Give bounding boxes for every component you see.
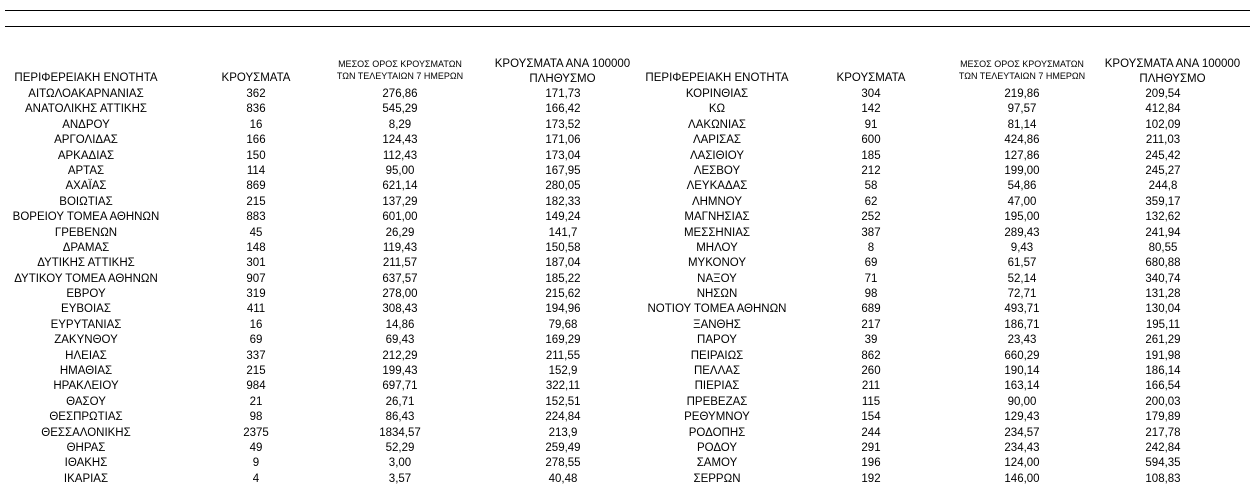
avg-cell: 72,71 bbox=[1007, 288, 1037, 301]
table-row bbox=[630, 441, 1253, 456]
table-row bbox=[0, 333, 640, 348]
region-cell: ΑΙΤΩΛΟΑΚΑΡΝΑΝΙΑΣ bbox=[28, 88, 144, 100]
cases-cell: 907 bbox=[246, 272, 266, 285]
avg-cell: 3,57 bbox=[388, 472, 412, 485]
cases-cell: 362 bbox=[246, 88, 266, 100]
per100k-cell: 152,9 bbox=[548, 365, 578, 378]
cases-cell: 260 bbox=[861, 365, 881, 378]
region-cell: ΗΛΕΙΑΣ bbox=[65, 349, 107, 362]
table-row bbox=[630, 87, 1253, 102]
left-header-cases: ΚΡΟΥΣΜΑΤΑ bbox=[221, 72, 291, 84]
avg-cell: 26,29 bbox=[385, 226, 415, 239]
per100k-cell: 244,8 bbox=[1148, 180, 1178, 193]
per100k-cell: 79,68 bbox=[548, 318, 578, 331]
region-cell: ΣΕΡΡΩΝ bbox=[693, 472, 741, 485]
avg-cell: 137,29 bbox=[382, 195, 418, 208]
per100k-cell: 132,62 bbox=[1145, 211, 1181, 224]
avg-cell: 163,14 bbox=[1004, 380, 1040, 393]
cases-cell: 58 bbox=[864, 180, 878, 193]
avg-cell: 127,86 bbox=[1004, 149, 1040, 162]
region-cell: ΠΕΛΛΑΣ bbox=[693, 365, 741, 378]
region-cell: ΙΚΑΡΙΑΣ bbox=[63, 472, 109, 485]
cases-cell: 16 bbox=[249, 118, 263, 131]
table-row bbox=[0, 441, 640, 456]
left-header-region: ΠΕΡΙΦΕΡΕΙΑΚΗ ΕΝΟΤΗΤΑ bbox=[14, 72, 158, 84]
per100k-cell: 80,55 bbox=[1148, 241, 1178, 254]
left-header-per100k-line1: ΚΡΟΥΣΜΑΤΑ ΑΝΑ 100000 bbox=[494, 58, 631, 70]
region-cell: ΑΝΔΡΟΥ bbox=[62, 118, 110, 131]
per100k-cell: 224,84 bbox=[545, 411, 581, 424]
cases-cell: 21 bbox=[249, 395, 263, 408]
cases-cell: 69 bbox=[249, 334, 263, 347]
cases-cell: 142 bbox=[861, 103, 881, 116]
region-cell: ΜΕΣΣΗΝΙΑΣ bbox=[683, 226, 751, 239]
cases-cell: 45 bbox=[249, 226, 263, 239]
cases-cell: 39 bbox=[864, 334, 878, 347]
per100k-cell: 179,89 bbox=[1145, 411, 1181, 424]
avg-cell: 90,00 bbox=[1007, 395, 1037, 408]
cases-cell: 69 bbox=[864, 257, 878, 270]
per100k-cell: 187,04 bbox=[545, 257, 581, 270]
table-row bbox=[0, 426, 640, 441]
region-cell: ΘΑΣΟΥ bbox=[66, 395, 106, 408]
region-cell: ΙΘΑΚΗΣ bbox=[64, 457, 108, 470]
table-row bbox=[0, 149, 640, 164]
per100k-cell: 40,48 bbox=[548, 472, 578, 485]
avg-cell: 124,43 bbox=[382, 134, 418, 147]
avg-cell: 424,86 bbox=[1004, 134, 1040, 147]
avg-cell: 697,71 bbox=[382, 380, 418, 393]
per100k-cell: 209,54 bbox=[1145, 88, 1181, 100]
table-row bbox=[0, 164, 640, 179]
region-cell: ΛΗΜΝΟΥ bbox=[691, 195, 743, 208]
left-header-avg-line2: ΤΩΝ ΤΕΛΕΥΤΑΙΩΝ 7 ΗΜΕΡΩΝ bbox=[336, 71, 464, 81]
avg-cell: 112,43 bbox=[382, 149, 418, 162]
region-cell: ΛΑΡΙΣΑΣ bbox=[692, 134, 742, 147]
avg-cell: 129,43 bbox=[1004, 411, 1040, 424]
per100k-cell: 680,88 bbox=[1145, 257, 1181, 270]
avg-cell: 621,14 bbox=[382, 180, 418, 193]
per100k-cell: 245,27 bbox=[1145, 164, 1181, 177]
per100k-cell: 108,83 bbox=[1145, 472, 1181, 485]
avg-cell: 61,57 bbox=[1007, 257, 1037, 270]
region-cell: ΛΕΥΚΑΔΑΣ bbox=[686, 180, 748, 193]
per100k-cell: 152,51 bbox=[545, 395, 581, 408]
table-row bbox=[630, 426, 1253, 441]
per100k-cell: 194,96 bbox=[545, 303, 581, 316]
table-row bbox=[0, 287, 640, 302]
avg-cell: 3,00 bbox=[388, 457, 412, 470]
cases-cell: 689 bbox=[861, 303, 881, 316]
top-rule bbox=[5, 10, 1250, 11]
region-cell: ΕΒΡΟΥ bbox=[66, 288, 106, 301]
region-cell: ΕΥΡΥΤΑΝΙΑΣ bbox=[50, 318, 122, 331]
per100k-cell: 171,73 bbox=[545, 88, 581, 100]
right-header-per100k-line2: ΠΛΗΘΥΣΜΟ bbox=[1139, 73, 1206, 85]
table-row bbox=[630, 241, 1253, 256]
cases-cell: 8 bbox=[867, 241, 875, 254]
avg-cell: 52,14 bbox=[1007, 272, 1037, 285]
per100k-cell: 259,49 bbox=[545, 441, 581, 454]
cases-cell: 114 bbox=[246, 164, 266, 177]
left-header-per100k-line2: ΠΛΗΘΥΣΜΟ bbox=[529, 73, 596, 85]
avg-cell: 545,29 bbox=[382, 103, 418, 116]
avg-cell: 195,00 bbox=[1004, 211, 1040, 224]
avg-cell: 234,43 bbox=[1004, 441, 1040, 454]
avg-cell: 276,86 bbox=[382, 88, 418, 100]
avg-cell: 9,43 bbox=[1010, 241, 1034, 254]
table-row bbox=[630, 472, 1253, 487]
per100k-cell: 340,74 bbox=[1145, 272, 1181, 285]
region-cell: ΓΡΕΒΕΝΩΝ bbox=[54, 226, 118, 239]
table-row bbox=[0, 133, 640, 148]
avg-cell: 47,00 bbox=[1007, 195, 1037, 208]
table-row bbox=[0, 195, 640, 210]
cases-cell: 215 bbox=[246, 195, 266, 208]
cases-cell: 196 bbox=[861, 457, 881, 470]
region-cell: ΖΑΚΥΝΘΟΥ bbox=[54, 334, 118, 347]
table-row bbox=[630, 133, 1253, 148]
region-cell: ΕΥΒΟΙΑΣ bbox=[61, 303, 111, 316]
cases-cell: 836 bbox=[246, 103, 266, 116]
avg-cell: 190,14 bbox=[1004, 365, 1040, 378]
cases-cell: 98 bbox=[864, 288, 878, 301]
region-cell: ΒΟΡΕΙΟΥ ΤΟΜΕΑ ΑΘΗΝΩΝ bbox=[12, 211, 160, 224]
per100k-cell: 200,03 bbox=[1145, 395, 1181, 408]
left-table bbox=[0, 87, 640, 487]
avg-cell: 289,43 bbox=[1004, 226, 1040, 239]
per100k-cell: 182,33 bbox=[545, 195, 581, 208]
region-cell: ΑΧΑΪΑΣ bbox=[65, 180, 107, 193]
table-row bbox=[630, 364, 1253, 379]
avg-cell: 199,43 bbox=[382, 365, 418, 378]
avg-cell: 14,86 bbox=[385, 318, 415, 331]
per100k-cell: 322,11 bbox=[545, 380, 581, 393]
avg-cell: 637,57 bbox=[382, 272, 418, 285]
cases-cell: 185 bbox=[861, 149, 881, 162]
table-row bbox=[0, 272, 640, 287]
region-cell: ΑΡΚΑΔΙΑΣ bbox=[57, 149, 115, 162]
cases-cell: 154 bbox=[861, 411, 881, 424]
cases-cell: 869 bbox=[246, 180, 266, 193]
avg-cell: 81,14 bbox=[1007, 118, 1037, 131]
region-cell: ΝΟΤΙΟΥ ΤΟΜΕΑ ΑΘΗΝΩΝ bbox=[647, 303, 787, 316]
region-cell: ΑΝΑΤΟΛΙΚΗΣ ΑΤΤΙΚΗΣ bbox=[24, 103, 147, 116]
avg-cell: 186,71 bbox=[1004, 318, 1040, 331]
per100k-cell: 217,78 bbox=[1145, 426, 1181, 439]
region-cell: ΗΜΑΘΙΑΣ bbox=[59, 365, 113, 378]
table-row bbox=[0, 210, 640, 225]
cases-cell: 337 bbox=[246, 349, 266, 362]
region-cell: ΒΟΙΩΤΙΑΣ bbox=[59, 195, 113, 208]
right-header-per100k bbox=[1095, 57, 1250, 87]
per100k-cell: 130,04 bbox=[1145, 303, 1181, 316]
per100k-cell: 278,55 bbox=[545, 457, 581, 470]
table-row bbox=[630, 456, 1253, 471]
cases-cell: 192 bbox=[861, 472, 881, 485]
per100k-cell: 191,98 bbox=[1145, 349, 1181, 362]
per100k-cell: 280,05 bbox=[545, 180, 581, 193]
per100k-cell: 594,35 bbox=[1145, 457, 1181, 470]
table-row bbox=[630, 333, 1253, 348]
table-row bbox=[0, 118, 640, 133]
cases-cell: 984 bbox=[246, 380, 266, 393]
table-row bbox=[630, 210, 1253, 225]
cases-cell: 166 bbox=[246, 134, 266, 147]
region-cell: ΚΩ bbox=[708, 103, 726, 116]
per100k-cell: 141,7 bbox=[548, 226, 578, 239]
per100k-cell: 215,62 bbox=[545, 288, 581, 301]
cases-cell: 98 bbox=[249, 411, 263, 424]
cases-cell: 244 bbox=[861, 426, 881, 439]
region-cell: ΔΥΤΙΚΗΣ ΑΤΤΙΚΗΣ bbox=[37, 257, 135, 270]
cases-cell: 862 bbox=[861, 349, 881, 362]
region-cell: ΜΑΓΝΗΣΙΑΣ bbox=[684, 211, 750, 224]
avg-cell: 97,57 bbox=[1007, 103, 1037, 116]
table-row bbox=[630, 149, 1253, 164]
per100k-cell: 195,11 bbox=[1145, 318, 1181, 331]
left-header-avg-line1: ΜΕΣΟΣ ΟΡΟΣ ΚΡΟΥΣΜΑΤΩΝ bbox=[338, 59, 462, 69]
table-row bbox=[630, 102, 1253, 117]
cases-cell: 387 bbox=[861, 226, 881, 239]
per100k-cell: 241,94 bbox=[1145, 226, 1181, 239]
table-row bbox=[630, 118, 1253, 133]
per100k-cell: 359,17 bbox=[1145, 195, 1181, 208]
per100k-cell: 242,84 bbox=[1145, 441, 1181, 454]
table-row bbox=[0, 87, 640, 102]
cases-cell: 115 bbox=[861, 395, 881, 408]
table-row bbox=[0, 102, 640, 117]
cases-cell: 4 bbox=[252, 472, 260, 485]
per100k-cell: 185,22 bbox=[545, 272, 581, 285]
table-row bbox=[0, 241, 640, 256]
per100k-cell: 211,55 bbox=[545, 349, 581, 362]
region-cell: ΘΗΡΑΣ bbox=[66, 441, 106, 454]
table-row bbox=[630, 379, 1253, 394]
table-row bbox=[0, 226, 640, 241]
region-cell: ΝΗΣΩΝ bbox=[696, 288, 738, 301]
avg-cell: 95,00 bbox=[385, 164, 415, 177]
avg-cell: 69,43 bbox=[385, 334, 415, 347]
avg-cell: 8,29 bbox=[388, 118, 412, 131]
avg-cell: 1834,57 bbox=[379, 426, 421, 439]
region-cell: ΜΗΛΟΥ bbox=[696, 241, 738, 254]
right-header-region: ΠΕΡΙΦΕΡΕΙΑΚΗ ΕΝΟΤΗΤΑ bbox=[645, 72, 789, 84]
cases-cell: 319 bbox=[246, 288, 266, 301]
table-row bbox=[0, 395, 640, 410]
avg-cell: 119,43 bbox=[382, 241, 418, 254]
second-rule bbox=[5, 26, 1250, 27]
region-cell: ΠΡΕΒΕΖΑΣ bbox=[686, 395, 748, 408]
cases-cell: 301 bbox=[246, 257, 266, 270]
cases-cell: 211 bbox=[861, 380, 881, 393]
avg-cell: 278,00 bbox=[382, 288, 418, 301]
cases-cell: 212 bbox=[861, 164, 881, 177]
avg-cell: 26,71 bbox=[385, 395, 415, 408]
region-cell: ΘΕΣΣΑΛΟΝΙΚΗΣ bbox=[41, 426, 131, 439]
region-cell: ΑΡΓΟΛΙΔΑΣ bbox=[54, 134, 118, 147]
avg-cell: 54,86 bbox=[1007, 180, 1037, 193]
avg-cell: 212,29 bbox=[382, 349, 418, 362]
table-row bbox=[0, 179, 640, 194]
avg-cell: 86,43 bbox=[385, 411, 415, 424]
cases-cell: 150 bbox=[246, 149, 266, 162]
table-row bbox=[0, 318, 640, 333]
table-row bbox=[0, 472, 640, 487]
cases-cell: 71 bbox=[864, 272, 878, 285]
table-row bbox=[0, 379, 640, 394]
cases-cell: 883 bbox=[246, 211, 266, 224]
per100k-cell: 173,52 bbox=[545, 118, 581, 131]
per100k-cell: 166,42 bbox=[545, 103, 581, 116]
cases-cell: 49 bbox=[249, 441, 263, 454]
region-cell: ΔΥΤΙΚΟΥ ΤΟΜΕΑ ΑΘΗΝΩΝ bbox=[14, 272, 158, 285]
table-row bbox=[630, 195, 1253, 210]
table-row bbox=[630, 164, 1253, 179]
cases-cell: 304 bbox=[861, 88, 881, 100]
table-row bbox=[0, 256, 640, 271]
per100k-cell: 131,28 bbox=[1145, 288, 1181, 301]
table-row bbox=[630, 179, 1253, 194]
table-row bbox=[630, 256, 1253, 271]
region-cell: ΡΟΔΟΥ bbox=[696, 441, 738, 454]
per100k-cell: 261,29 bbox=[1145, 334, 1181, 347]
cases-cell: 9 bbox=[252, 457, 260, 470]
avg-cell: 199,00 bbox=[1004, 164, 1040, 177]
cases-cell: 600 bbox=[861, 134, 881, 147]
right-header-avg-line2: ΤΩΝ ΤΕΛΕΥΤΑΙΩΝ 7 ΗΜΕΡΩΝ bbox=[958, 71, 1086, 81]
table-row bbox=[630, 318, 1253, 333]
right-header-per100k-line1: ΚΡΟΥΣΜΑΤΑ ΑΝΑ 100000 bbox=[1104, 58, 1241, 70]
avg-cell: 601,00 bbox=[382, 211, 418, 224]
cases-cell: 148 bbox=[246, 241, 266, 254]
avg-cell: 23,43 bbox=[1007, 334, 1037, 347]
region-cell: ΞΑΝΘΗΣ bbox=[693, 318, 741, 331]
avg-cell: 219,86 bbox=[1004, 88, 1040, 100]
avg-cell: 211,57 bbox=[382, 257, 418, 270]
right-header-cases: ΚΡΟΥΣΜΑΤΑ bbox=[836, 72, 906, 84]
cases-cell: 291 bbox=[861, 441, 881, 454]
cases-cell: 2375 bbox=[243, 426, 269, 439]
per100k-cell: 171,06 bbox=[545, 134, 581, 147]
avg-cell: 308,43 bbox=[382, 303, 418, 316]
right-table bbox=[630, 87, 1253, 487]
left-header-per100k bbox=[480, 57, 645, 87]
region-cell: ΣΑΜΟΥ bbox=[696, 457, 738, 470]
per100k-cell: 211,03 bbox=[1145, 134, 1181, 147]
per100k-cell: 150,58 bbox=[545, 241, 581, 254]
per100k-cell: 167,95 bbox=[545, 164, 581, 177]
avg-cell: 146,00 bbox=[1004, 472, 1040, 485]
per100k-cell: 102,09 bbox=[1145, 118, 1181, 131]
avg-cell: 234,57 bbox=[1004, 426, 1040, 439]
region-cell: ΝΑΞΟΥ bbox=[697, 272, 737, 285]
avg-cell: 493,71 bbox=[1004, 303, 1040, 316]
region-cell: ΡΟΔΟΠΗΣ bbox=[688, 426, 746, 439]
avg-cell: 660,29 bbox=[1004, 349, 1040, 362]
region-cell: ΑΡΤΑΣ bbox=[67, 164, 105, 177]
region-cell: ΗΡΑΚΛΕΙΟΥ bbox=[53, 380, 119, 393]
region-cell: ΡΕΘΥΜΝΟΥ bbox=[684, 411, 750, 424]
table-row bbox=[630, 349, 1253, 364]
cases-cell: 62 bbox=[864, 195, 878, 208]
table-row bbox=[0, 364, 640, 379]
region-cell: ΛΑΣΙΘΙΟΥ bbox=[689, 149, 745, 162]
cases-cell: 215 bbox=[246, 365, 266, 378]
region-cell: ΠΕΙΡΑΙΩΣ bbox=[690, 349, 744, 362]
region-cell: ΠΑΡΟΥ bbox=[697, 334, 737, 347]
table-row bbox=[630, 287, 1253, 302]
cases-cell: 91 bbox=[864, 118, 878, 131]
right-header-avg-line1: ΜΕΣΟΣ ΟΡΟΣ ΚΡΟΥΣΜΑΤΩΝ bbox=[960, 59, 1084, 69]
region-cell: ΜΥΚΟΝΟΥ bbox=[687, 257, 747, 270]
table-row bbox=[630, 302, 1253, 317]
region-cell: ΛΑΚΩΝΙΑΣ bbox=[688, 118, 746, 131]
cases-cell: 252 bbox=[861, 211, 881, 224]
per100k-cell: 173,04 bbox=[545, 149, 581, 162]
table-row bbox=[0, 349, 640, 364]
avg-cell: 52,29 bbox=[385, 441, 415, 454]
table-row bbox=[0, 410, 640, 425]
region-cell: ΚΟΡΙΝΘΙΑΣ bbox=[685, 88, 749, 100]
left-header-avg bbox=[330, 58, 470, 82]
right-header-avg bbox=[952, 58, 1092, 82]
region-cell: ΛΕΣΒΟΥ bbox=[693, 164, 741, 177]
table-row bbox=[0, 456, 640, 471]
table-row bbox=[630, 410, 1253, 425]
table-row bbox=[0, 302, 640, 317]
per100k-cell: 412,84 bbox=[1145, 103, 1181, 116]
cases-cell: 16 bbox=[249, 318, 263, 331]
table-row bbox=[630, 226, 1253, 241]
region-cell: ΘΕΣΠΡΩΤΙΑΣ bbox=[49, 411, 123, 424]
per100k-cell: 186,14 bbox=[1145, 365, 1181, 378]
cases-cell: 217 bbox=[861, 318, 881, 331]
region-cell: ΠΙΕΡΙΑΣ bbox=[694, 380, 740, 393]
per100k-cell: 169,29 bbox=[545, 334, 581, 347]
per100k-cell: 213,9 bbox=[548, 426, 578, 439]
avg-cell: 124,00 bbox=[1004, 457, 1040, 470]
per100k-cell: 245,42 bbox=[1145, 149, 1181, 162]
table-row bbox=[630, 272, 1253, 287]
table-row bbox=[630, 395, 1253, 410]
per100k-cell: 166,54 bbox=[1145, 380, 1181, 393]
region-cell: ΔΡΑΜΑΣ bbox=[62, 241, 110, 254]
per100k-cell: 149,24 bbox=[545, 211, 581, 224]
cases-cell: 411 bbox=[246, 303, 266, 316]
